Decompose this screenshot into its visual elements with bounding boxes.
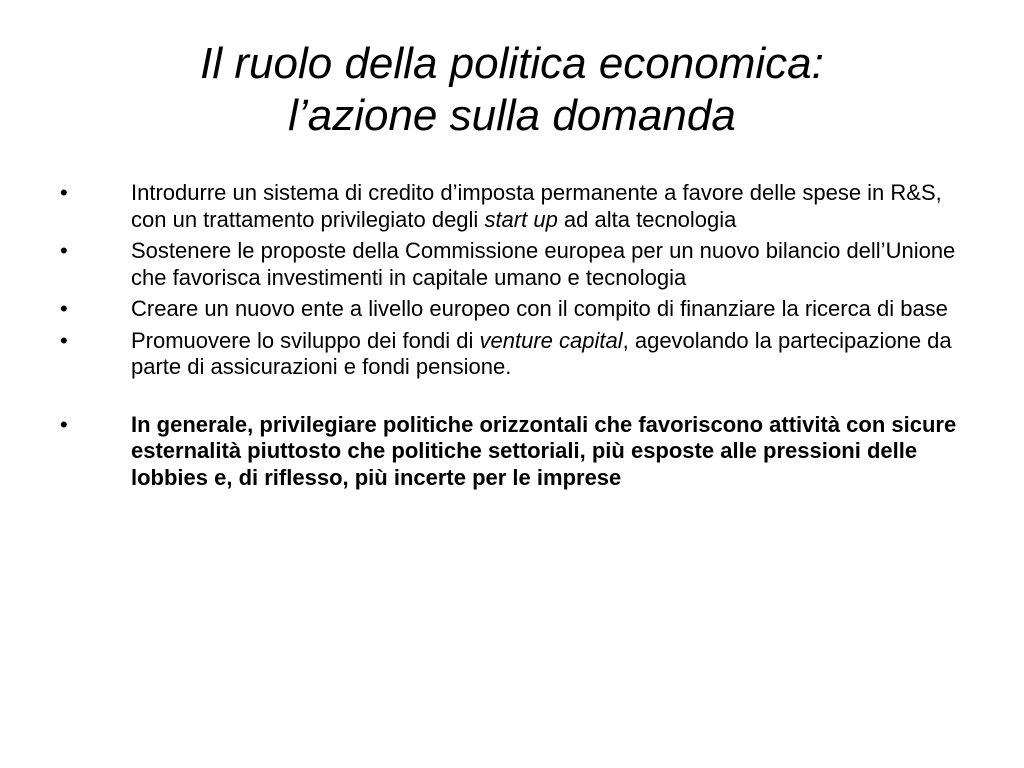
bullet-marker: •	[60, 296, 68, 321]
bullet-text: Creare un nuovo ente a livello europeo con il compito di finanziare la ricerca di base	[131, 296, 948, 321]
bullet-marker: •	[60, 180, 68, 205]
bullet-item	[60, 180, 970, 233]
bullet-item	[60, 328, 970, 381]
bullet-text: Promuovere lo sviluppo dei fondi di	[131, 327, 480, 353]
bullet-marker: •	[60, 411, 68, 437]
slide-title	[0, 38, 1024, 142]
bullet-item	[60, 296, 970, 323]
bullet-text: ad alta tecnologia	[557, 206, 737, 232]
slide-title-line-2: l’azione sulla domanda	[288, 91, 736, 140]
bullet-item	[60, 238, 970, 291]
bullet-item-summary	[60, 412, 970, 492]
bullet-italic-text: venture capital	[479, 327, 623, 353]
bullet-text: Introdurre un sistema di credito d’imposta permanente a favore delle spese in R&S, con un trattamento privilegiato degli	[131, 180, 942, 232]
bullet-text: Sostenere le proposte della Commissione europea per un nuovo bilancio dell’Unione che favorisca investimenti in capitale umano e tecnologia	[131, 238, 956, 290]
slide-title-line-1: Il ruolo della politica economica:	[200, 39, 824, 88]
bullet-list	[60, 180, 970, 496]
bullet-marker: •	[60, 238, 68, 263]
bullet-text: In generale, privilegiare politiche orizzontali che favoriscono attività con sicure esternalità piuttosto che politiche settoriali, più esposte alle pressioni delle lobbies e, di riflesso, più incerte per le imprese	[131, 411, 957, 490]
bullet-italic-text: start up	[484, 206, 558, 232]
bullet-marker: •	[60, 327, 68, 353]
bullet-text: , agevolando la partecipazione da parte di assicurazioni e fondi pensione.	[131, 327, 952, 379]
